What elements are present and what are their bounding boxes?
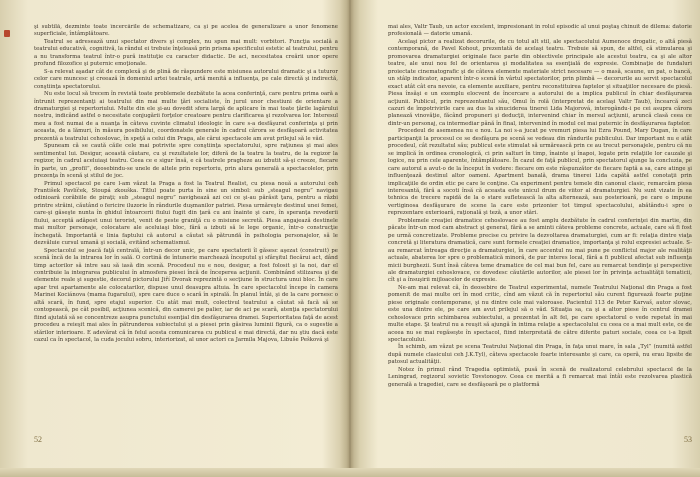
paragraph: Ne-am mai relevat că, în deosebire de Teatrul experimental, numele Teatrului Naţional din Praga a fost pomenit de mai multe ori în mod critic, cînd am văzut că în repertoriul său curent figurează foarte puţine piese originale contemporane, şi nu dintre cele mai valoroase. Pacientul 113 de Peter Karvaš, autor slovac, este una dintre ele, pe care am avut prilejul să o văd. Situaţia sa, ca şi a altor piese în centrul dramei cehoslovace prin schimbarea subiectului, a prezentat în alt fel, pe care spectatorul o vede repetat în mai multe etape. Şi teatrul nu a reuşit să ajungă în intima relaţie a spectacolului cu ceea ce a mai mult este, ce de aceea nu se mai regăseşte în spectacol, fiind interpretată de către diferite paturi sociale, ceea ce i-a lipsit spectacolului.: [388, 284, 692, 344]
paragraph: Procedeul de asemenea nu e nou. La noi s-a jucat pe vremuri piesa lui Ezra Pound, Mary Dugan, în care participanţii la procesul ce se desfăşura pe scenă se vedeau din rândurile publicului. Dar important nu e atât procedeul, cât rezultatul său; publicul este stimulat să urmărească prin ce au trecut personajele, pentru că nu se implică în ordinea cronologică, ci prin salturi în timp, înainte şi înapoi, legate prin relaţiile lor cauzale şi logice, nu prin cele aparente, întâmplătoare. În cazul de faţă publicul, prin spectatorul ajunge la concluzia, pe care autorul a avut-o de la început în vedere: fiecare om este răspunzător de fiecare faptă a sa, care atinge şi influenţează destinul altor oameni. Apartment banală, drama tinerei Lida capătă astfel conotaţii prin implicaţiile de ordin etic pe care le conţine. Ca experiment pentru temele din canonul clasic, remarcăm piesa interesantă, fără a socoti însă că aceasta este unicul drum de viitor al dramaturgiei. Nu sunt vizate în ea tehnica de trecere rapidă de la o stare sufletească la alta alternează, sau posterioară, pe care o impune vertiginosa desfăşurare de scene la care este prizonier tot timpul spectacolului, abătându-i spre o reprezentare exterioară, raţională şi teză, a unor stări.: [388, 128, 692, 217]
paragraph: S-a relevat aşadar cât de complexă şi de plină de răspundere este misiunea autorului dramatic şi a tuturor celor care muncesc şi creează în domeniul artei teatrale, artă menită a influenţa, pe cale directă şi indirectă, conştiinţa spectatorului.: [34, 68, 338, 90]
paragraph: Primul spectacol pe care l-am văzut la Praga a fost la Teatrul Realist, cu piesa nouă a autorului ceh František Pavlíček, Stoupá zkouška. Titlul poate purta în sine un simbol: sub „steagul negru” navigau odinioară corăbiile de piraţi; sub „steagul negru” navighează azi cei ce şi-au părăsit ţara, pentru a răzbi printre străini, căutând o fericire iluzorie în rândurile duşmanilor patriei. Piesa urmăreşte destinul unei femei, care-şi găseşte nunta în ghidul întoarcerii fiului fugit din ţară cu ani înainte şi care, în speranţa revederii fiului, acceptă adăpost unui terorist, venit de peste graniţă cu o misiune secretă. Piesa angajează destinele mai multor personaje, colocatare ale aceluiaşi bloc, fără a izbuti să le lege organic, într-o construcţie închegată. Importantă e linia faptului că autorul a căutat să pătrundă în psihologia personajelor, să le dezvăluie cursul umană şi socială, evitând schematismul.: [34, 180, 338, 247]
paragraph: şi subtilă, dezminte toate încercările de schematizare, ca şi pe acelea de generalizare a unor fenomene superficiale, întâmplătoare.: [34, 24, 338, 38]
paragraph: Spuneam că se caută căile cele mai potrivite spre conştiinţa spectatorului, spre raţiunea şi mai ales sentimentul lui. Desigur, această căutare, cu şi rezultatele lor, diferă de la teatru la teatru, de la regizor la regizor, în cadrul aceluiaşi teatru. Ceea ce e sigur însă, e că teatrele pragheze au izbutit să-şi creeze, fiecare în parte, un „profil”, deosebindu-se unele de altele prin repertoriu, prin alura generală a spectacolelor, prin prezenţa în scenă şi stilul de joc.: [34, 143, 338, 180]
page-number: 52: [34, 435, 42, 444]
left-page-text: [34, 24, 338, 432]
paragraph: Acelaşi pictor a realizat decorurile, de cu totul alt stil, ale spectacolului Aumenoce drogatic, o altă piesă contemporană, de Pavel Kohout, prezentată de acelaşi teatru. Trebuie să spun, de altfel, că stimularea şi promovarea dramaturgiei originale face parte din obiectivele principale ale acestui teatru, ca şi ale altor teatre, ale unui nou fel de orientarea şi modalitatea sa esenţială de expresie. Combinaţie de fundaluri proiectate cinematografic şi de câteva elemente materiale strict necesare — o masă, scaune, un pat, o bancă, un stâlp indicator, aparent într-o scenă în vârtul spectatorilor, prin plimbă — decorurile au servit spectacolul exact atât cât era nevoie, ca elemente auxiliare, pentru reconstituirea faptelor şi situaţiilor necesare de piesă. Piesa însăşi e un exemplu elocvent de încercare a autorului de a implica publicul în chiar desfăşurarea acţiunii. Publicul, prin reprezentantul său, Omul în rolă (interpretat de acelaşi Valtr Taub), încearcă zeci cazuri de împotrivirile care au dus la sinuciderea tinerei Lida Majorová, interogându-i pe cei asupra cărora planează vinovăţie, făcând propuneri şi deducţii, intervenind chiar în mersul acţiunii, aruncă clasă ceea ce dintr-un personaj, ca intermediar până în final, intervenind în modul cel mai puternic în desfăşurarea faptelor.: [388, 38, 692, 127]
gutter: [340, 0, 360, 477]
right-page-text: [388, 24, 692, 432]
paragraph: mai ales, Valtr Taub, un actor excelent, impresionant în rolul episodic al unui poştaş chinuit de dilema: datorie profesională — datorie umană.: [388, 24, 692, 38]
bookmark-tab: [4, 30, 10, 37]
page-edge: [0, 468, 700, 477]
right-page: [388, 24, 692, 444]
paragraph: Teatrul se adresează unui spectator divers şi complex, nu spun mai mult: vorbitori. Funcţia socială a teatrului educativă, cognitivă, la rândul ei trebuie înţeleasă prin prisma specificului estetic al teatrului, pentru a nu transforma teatrul într-o pură instituţie cu caracter didactic. De aci, necesitatea creării unor opere profund filozofice şi puternic emoţionale.: [34, 38, 338, 68]
paragraph: Spectacolul se joacă faţă centrală, într-un decor unic, pe care spectatorii îl găsesc aşezat (construit) pe scenă încă de la intrarea lor în sală. O cortină de întunerie marchează începutul şi sfârşitul fiecărui act, dând timp actorilor să intre sau să iasă din scenă. Procedeul nu e nou, desigur, a fost folosit şi la noi, dar el contribuie la integrarea publicului în atmosfera piesei încă de începerea acţiunii. Combinând stilizarea şi de elemente reale şi sugestie, decorul pictorului Jiří Dvorak reprezintă o secţiune în structura unui bloc. În care apar trei apartamente ale colocatarilor, dispuse unul deasupra altuia. În care spectacolul începe în camera Marinei Kociánova (mama fugarului), spre care duce o scară în spirală. În planul întâi, şi de la care pornesc o altă scară, în fund, spre etajul superior. Cu atât mai mult, colectivul teatrului a căutat să facă să se contopească, pe cât posibil, acţiunea scenică, din camerei pe palier, iar de aci pe scară, atenţia spectatorului fiind ajutată să se concentreze asupra punctului esenţial din desfăşurarea dramei. Superioritatea faţă de acest procedeu a reieşit mai ales în pătrunderea subiectului şi a piesei prin găsirea luminii figură, ca o sugestie a stărilor interioare. E adevărat că în felul acesta comunicarea cu publicul e mai directă, dar nu ştiu dacă este cazul ca în spectacol, la cuda jocului sobru, interiorizat, al unor actori ca Jarmila Majova, Libuše Pešková şi: [34, 247, 338, 344]
paragraph: Problemele creaţiei dramatice cehoslovace au fost amplu dezbătute în cadrul conferinţei din martie, din păcate într-un mod cam abstract şi general, fără a se aminti câteva probleme concrete, actuale, care să fi fost pe urmă concretizate. Probleme precise cu privire la dezvoltarea dramaturgiei, cum ar fi: relaţia dintre viaţa concretă şi literatura dramatică, care sunt formele creaţiei dramatice, importanţa şi rolul expresiei actuale. S-au remarcat întreaga direcţie a dramaturgiei, în care accentul nu mai pune pe conflictul major ale realităţii actuale, abaterea lor spre o problematică minoră, de pur interes local, fără a fi publicul afectat sub influenţa micii burghezii. Sunt însă câteva teme dramatice de cel mai bun fel, care au remarcat tendinţe şi perspective ale dramaturgiei cehoslovace, ce dovedesc căutările autorilor, ale piesei lor în privinţa actualităţii tematicii, cît şi a însuşirii mijloacelor de expresie.: [388, 217, 692, 284]
left-page: [34, 24, 338, 444]
paragraph: Notez în primul rând Tragedia optimistă, pusă în scenă de realizatorul celebrului spectacol de la Leningrad, regizorul sovietic Tovstonogov. Ceea ce merită a fi remarcat mai întâi este rezolvarea plastică generală a tragediei, care se desfăşoară pe o platformă: [388, 366, 692, 388]
paragraph: În schimb, am văzut pe scena Teatrului Naţional din Praga, în faţa unui mare, în sala „Tyl” (numită astfel după numele clasicului ceh J.K.Tyl), câteva spectacole foarte interesante şi care, ca operă, nu erau lipsite de patosul actualităţii.: [388, 344, 692, 366]
page-number: 53: [684, 435, 692, 444]
paragraph: Nu este locul să trecem în revistă toate problemele dezbătute la acea conferinţă, care pentru prima oară a întrunit reprezentanţi ai teatrului din mai multe ţări socialiste, în jurul unor chestiuni de orientare a dramaturgiei şi repertoriului. Multe din ele şi-au dovedit sfera largă de aplicare în mai toate ţările lagărului nostru, indicând astfel o necesitate conjugării forţelor creatoare pentru clarificarea şi rezolvarea lor. Interesul meu a fost numai de a nuanţa în câteva cuvinte climatul ideologic în care s-a desfăşurat conferinţa şi prin aceasta, de a lămuri, în măsura posibilului, coordonatele generale în cadrul cărora se desfăşoară activitatea prezentă a teatrului cehoslovac, în speţă a celui din Praga, ale cărui spectacole am avut prilejul să le văd.: [34, 91, 338, 142]
